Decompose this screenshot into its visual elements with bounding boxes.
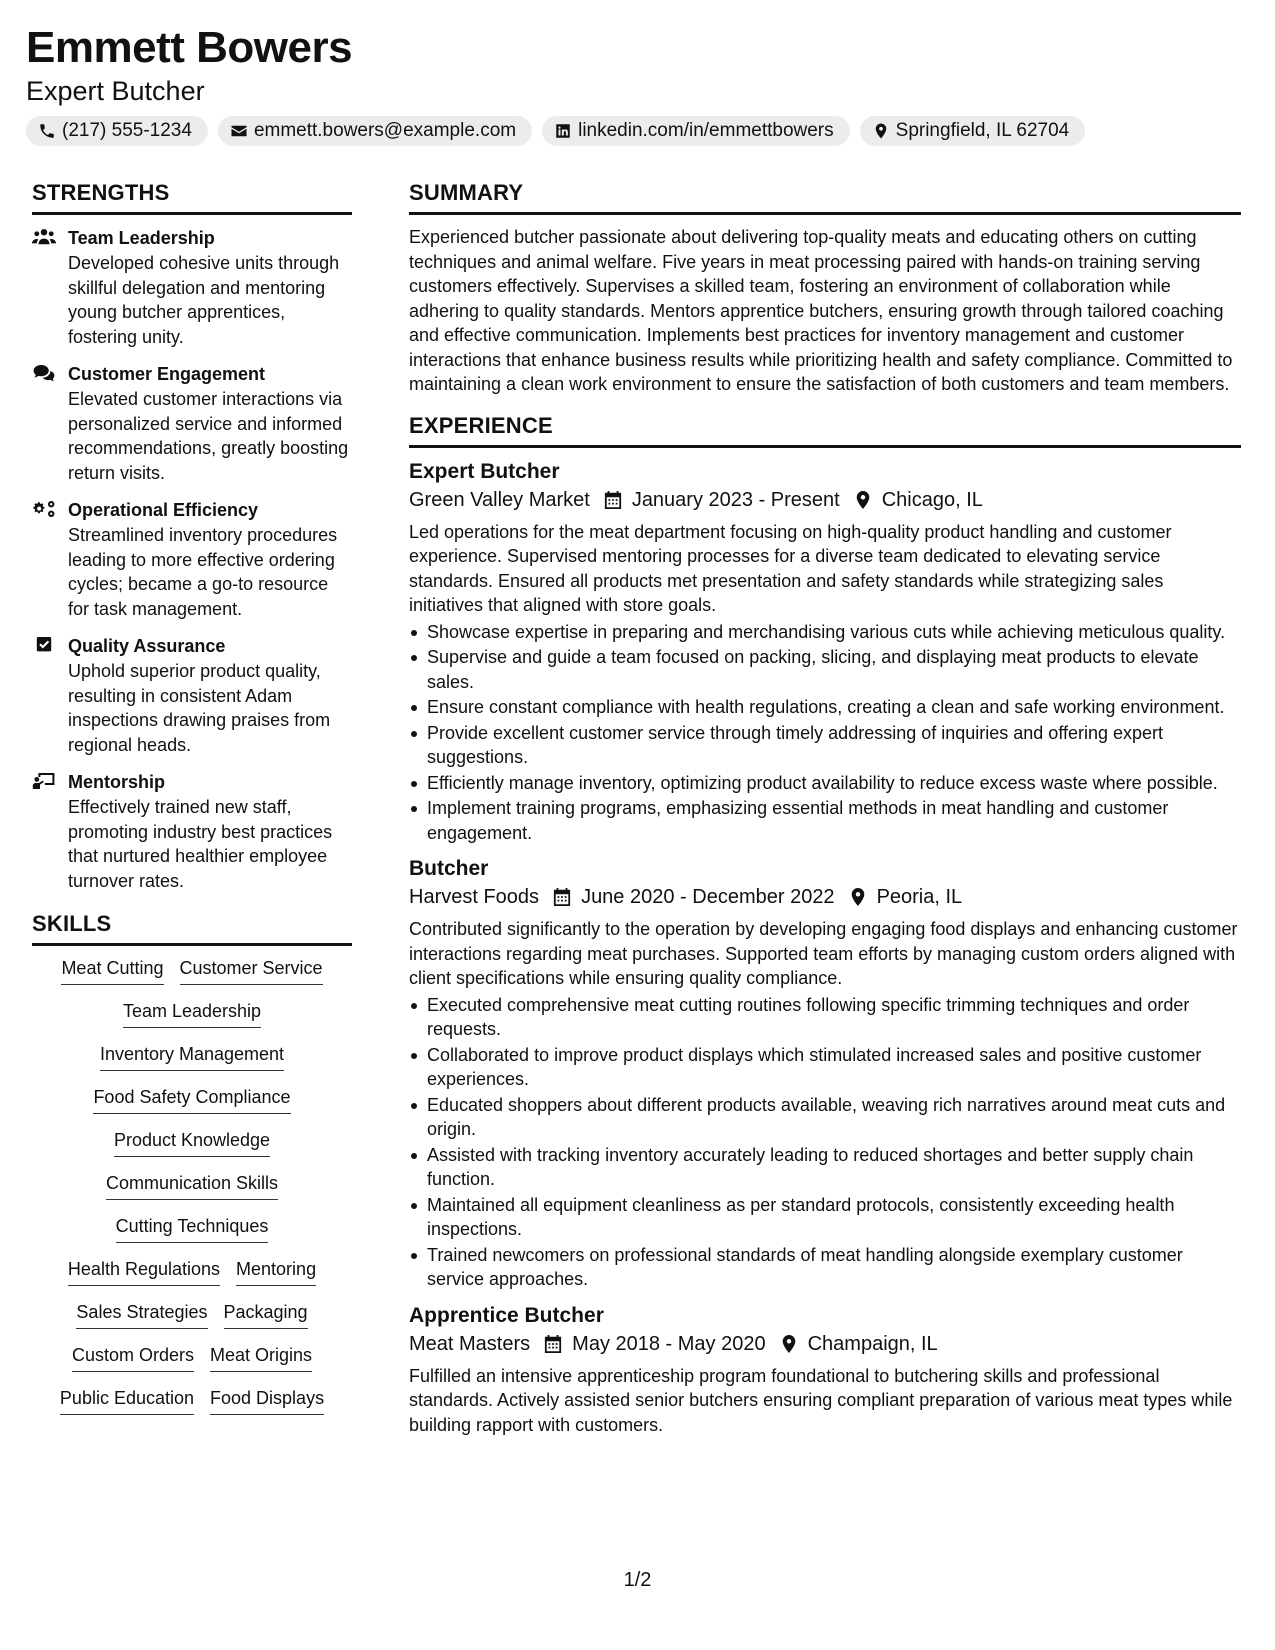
job-bullet: Ensure constant compliance with health regulations, creating a clean and safe working environment. xyxy=(409,695,1241,720)
summary-heading: SUMMARY xyxy=(409,178,1241,215)
job-company: Harvest Foods xyxy=(409,886,540,908)
job-bullet: Collaborated to improve product displays which stimulated increased sales and positive customer experiences. xyxy=(409,1043,1241,1092)
strength-item xyxy=(32,225,352,349)
skills-list xyxy=(32,956,352,1415)
job-bullet: Implement training programs, emphasizing essential methods in meat handling and customer engagement. xyxy=(409,796,1241,845)
contact-location[interactable] xyxy=(860,116,1086,146)
job-title: Apprentice Butcher xyxy=(409,1303,604,1327)
contact-email[interactable] xyxy=(218,116,532,146)
checkbox-icon xyxy=(32,636,56,654)
map-marker-icon xyxy=(780,1334,798,1354)
skill-tag: Mentoring xyxy=(236,1257,316,1286)
contact-phone[interactable] xyxy=(26,116,208,146)
linkedin-icon xyxy=(554,122,572,140)
calendar-icon xyxy=(604,490,622,510)
strength-description: Uphold superior product quality, resulting in consistent Adam inspections drawing praises from regional heads. xyxy=(68,661,331,755)
skill-tag: Cutting Techniques xyxy=(116,1214,269,1243)
job-meta xyxy=(409,486,1241,514)
chalkboard-teacher-icon xyxy=(32,772,56,790)
page-number: 1/2 xyxy=(623,1569,652,1591)
skill-tag: Public Education xyxy=(60,1386,194,1415)
job-entry xyxy=(409,855,1241,1292)
skill-tag: Product Knowledge xyxy=(114,1128,270,1157)
job-dates: June 2020 - December 2022 xyxy=(581,886,835,908)
job-dates: January 2023 - Present xyxy=(631,488,840,511)
job-meta xyxy=(409,883,1241,911)
job-company: Green Valley Market xyxy=(409,488,590,511)
skill-tag: Health Regulations xyxy=(68,1257,220,1286)
strength-item xyxy=(32,769,352,893)
resume-header xyxy=(26,22,1256,146)
strength-item xyxy=(32,633,352,757)
skill-tag: Communication Skills xyxy=(106,1171,278,1200)
strength-description: Effectively trained new staff, promoting industry best practices that nurtured healthier employee turnover rates. xyxy=(68,797,333,891)
job-bullet: Efficiently manage inventory, optimizing product availability to reduce excess waste where possible. xyxy=(409,771,1241,796)
comments-icon xyxy=(32,364,56,382)
job-bullet: Maintained all equipment cleanliness as per standard protocols, consistently exceeding health inspections. xyxy=(409,1193,1241,1242)
job-location: Champaign, IL xyxy=(807,1332,938,1355)
job-title: Butcher xyxy=(409,857,489,880)
job-entry xyxy=(409,458,1241,846)
contact-location-text: Springfield, IL 62704 xyxy=(895,120,1070,141)
strength-description: Elevated customer interactions via personalized service and informed recommendations, greatly boosting return visits. xyxy=(68,389,349,483)
map-marker-icon xyxy=(849,887,867,907)
skills-heading: SKILLS xyxy=(32,909,352,946)
right-column xyxy=(409,178,1241,1447)
job-bullet: Assisted with tracking inventory accurately leading to reduced shortages and better supply chain function. xyxy=(409,1143,1241,1192)
candidate-role: Expert Butcher xyxy=(26,76,205,106)
strength-title: Quality Assurance xyxy=(68,636,226,656)
left-column xyxy=(32,178,352,1415)
contact-email-text: emmett.bowers@example.com xyxy=(253,120,517,141)
job-bullet: Provide excellent customer service through timely addressing of inquiries and offering expert suggestions. xyxy=(409,721,1241,770)
job-description: Fulfilled an intensive apprenticeship program foundational to butchering skills and professional standards. Actively assisted senior butchers ensuring compliant preparation of various meat types while building rapport with customers. xyxy=(409,1365,1233,1435)
map-marker-icon xyxy=(854,490,872,510)
calendar-icon xyxy=(544,1334,562,1354)
contact-linkedin-text: linkedin.com/in/emmettbowers xyxy=(578,120,834,141)
candidate-name: Emmett Bowers xyxy=(26,23,353,72)
job-bullets xyxy=(409,620,1241,846)
contact-linkedin[interactable] xyxy=(542,116,850,146)
skill-tag: Customer Service xyxy=(180,956,323,985)
job-bullet: Showcase expertise in preparing and merchandising various cuts while achieving meticulous quality. xyxy=(409,620,1241,645)
skill-tag: Meat Origins xyxy=(210,1343,312,1372)
contact-phone-text: (217) 555-1234 xyxy=(62,120,192,141)
job-bullet: Supervise and guide a team focused on packing, slicing, and displaying meat products to elevate sales. xyxy=(409,645,1241,694)
strength-title: Operational Efficiency xyxy=(68,500,259,520)
strength-title: Mentorship xyxy=(68,772,165,792)
job-entry xyxy=(409,1302,1241,1438)
strength-item xyxy=(32,497,352,621)
strength-item xyxy=(32,361,352,485)
job-company: Meat Masters xyxy=(409,1332,531,1355)
calendar-icon xyxy=(553,887,571,907)
job-meta xyxy=(409,1330,1241,1358)
phone-icon xyxy=(38,122,56,140)
strengths-heading: STRENGTHS xyxy=(32,178,352,215)
job-dates: May 2018 - May 2020 xyxy=(572,1332,766,1355)
skill-tag: Custom Orders xyxy=(72,1343,194,1372)
skill-tag: Meat Cutting xyxy=(61,956,163,985)
job-description: Contributed significantly to the operation by developing engaging food displays and enhancing customer interactions regarding meat purchases. Supported team efforts by managing custom orders aligned with client specifications while ensuring quality compliance. xyxy=(409,919,1238,988)
skill-tag: Inventory Management xyxy=(100,1042,284,1071)
skill-tag: Food Displays xyxy=(210,1386,324,1415)
gears-icon xyxy=(32,500,56,518)
job-location: Peoria, IL xyxy=(876,886,963,908)
job-location: Chicago, IL xyxy=(881,488,983,511)
job-bullet: Educated shoppers about different products available, weaving rich narratives around meat cuts and origin. xyxy=(409,1093,1241,1142)
job-title: Expert Butcher xyxy=(409,459,560,483)
strength-title: Team Leadership xyxy=(68,228,215,248)
job-bullets xyxy=(409,993,1241,1292)
skill-tag: Food Safety Compliance xyxy=(93,1085,290,1114)
users-icon xyxy=(32,228,56,246)
contact-bar xyxy=(26,116,1256,146)
strength-description: Streamlined inventory procedures leading to more effective ordering cycles; became a go-to resource for task management. xyxy=(68,525,338,619)
skill-tag: Sales Strategies xyxy=(76,1300,207,1329)
skill-tag: Packaging xyxy=(224,1300,308,1329)
job-bullet: Executed comprehensive meat cutting routines following specific trimming techniques and order requests. xyxy=(409,993,1241,1042)
strength-title: Customer Engagement xyxy=(68,364,266,384)
strength-description: Developed cohesive units through skillful delegation and mentoring young butcher apprentices, fostering unity. xyxy=(68,253,340,347)
job-bullet: Trained newcomers on professional standards of meat handling alongside exemplary customer service approaches. xyxy=(409,1243,1241,1292)
experience-heading: EXPERIENCE xyxy=(409,411,1241,448)
map-marker-icon xyxy=(872,122,890,140)
envelope-icon xyxy=(230,122,248,140)
summary-text: Experienced butcher passionate about delivering top-quality meats and educating others on cutting techniques and animal welfare. Five years in meat processing paired with hands-on training serving customers effectively. Supervises a skilled team, fostering an environment of collaboration while adhering to quality standards. Mentors apprentice butchers, ensuring growth through tailored coaching and effective communication. Implements best practices for inventory management and customer interactions that enhance business results while prioritizing health and safety compliance. Committed to maintaining a clean work environment to ensure the satisfaction of both customers and team members. xyxy=(409,227,1233,394)
job-description: Led operations for the meat department focusing on high-quality product handling and customer experience. Supervised mentoring processes for a diverse team dedicated to elevating service standards. Ensured all products met presentation and safety standards while strategizing sales initiatives that aligned with store goals. xyxy=(409,521,1172,615)
skill-tag: Team Leadership xyxy=(123,999,261,1028)
